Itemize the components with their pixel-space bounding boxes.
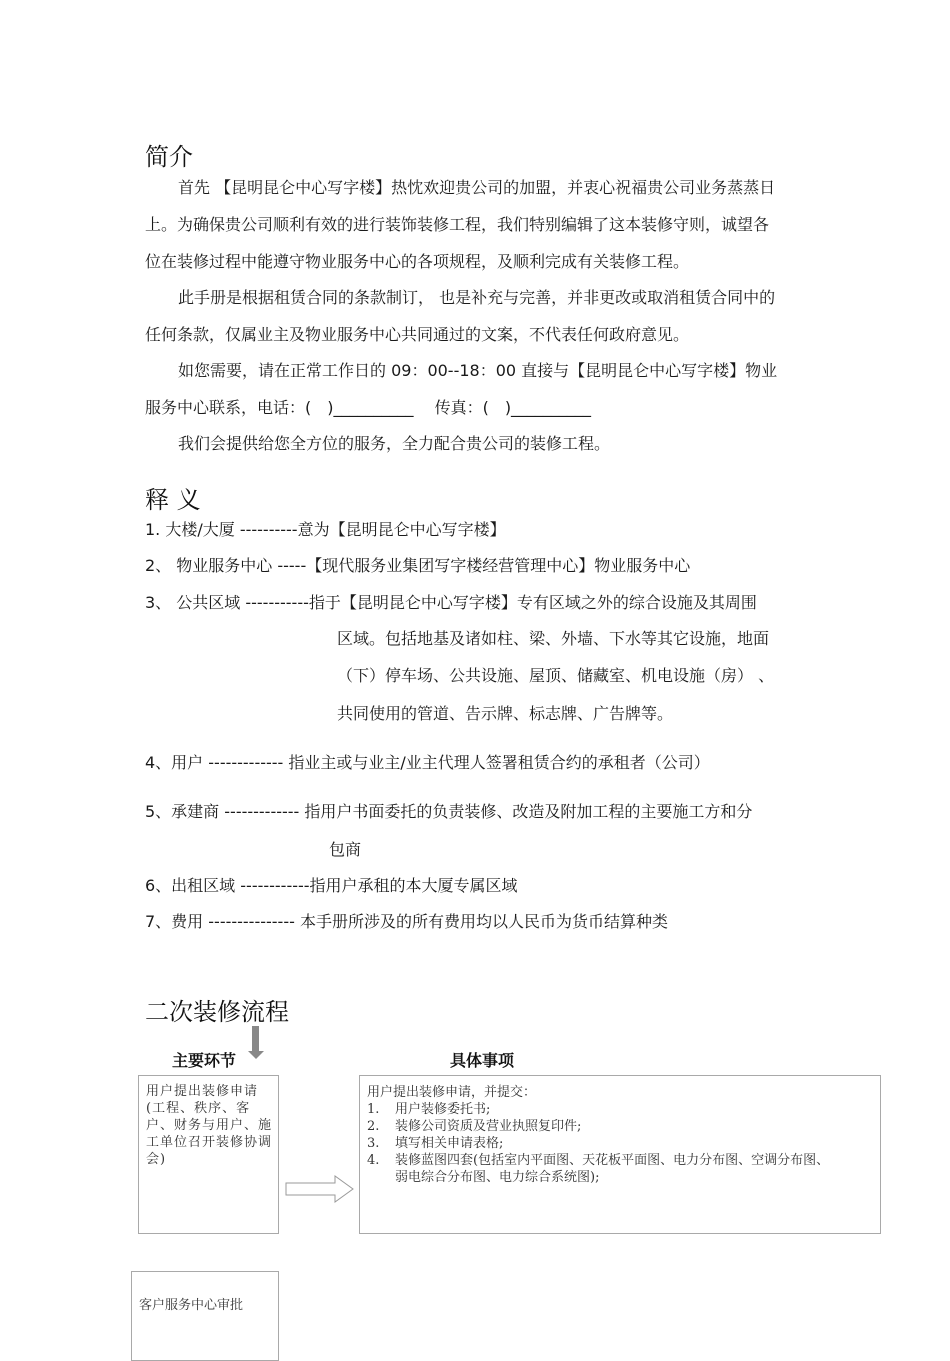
down-arrow-icon xyxy=(246,1026,266,1060)
detail-item-number: 1. xyxy=(367,1102,380,1117)
column-main-steps: 主要环节 xyxy=(172,1051,237,1070)
definition-item: 6、出租区域 ------------指用户承租的本大厦专属区域 xyxy=(145,876,518,895)
intro-line: 我们会提供给您全方位的服务，全力配合贵公司的装修工程。 xyxy=(178,434,611,453)
definition-item: 4、用户 ------------- 指业主或与业主/业主代理人签署租赁合约的承租者（公司） xyxy=(145,753,710,772)
definition-continuation: 共同使用的管道、告示牌、标志牌、广告牌等。 xyxy=(337,704,674,723)
detail-intro: 用户提出装修申请，并提交： xyxy=(367,1085,537,1100)
detail-item-text: 用户装修委托书; xyxy=(395,1102,491,1117)
step-box-application xyxy=(138,1075,279,1234)
definition-item: 7、费用 --------------- 本手册所涉及的所有费用均以人民币为货币结算种类 xyxy=(145,912,668,931)
definition-continuation: （下）停车场、公共设施、屋顶、储藏室、机电设施（房） 、 xyxy=(337,666,775,685)
detail-item xyxy=(367,1101,490,1118)
step-text: 用户提出装修申请(工程、秩序、客户、财务与用户、施工单位召开装修协调会) xyxy=(146,1084,273,1167)
definition-item: 3、 公共区域 -----------指于【昆明昆仑中心写字楼】专有区域之外的综合设施及其周围 xyxy=(145,593,757,612)
detail-item-text: 装修公司资质及营业执照复印件; xyxy=(395,1119,582,1134)
detail-item-text: 填写相关申请表格; xyxy=(395,1136,504,1151)
step-text: 客户服务中心审批 xyxy=(139,1298,244,1313)
detail-item-number: 2. xyxy=(367,1119,380,1134)
intro-line: 上。为确保贵公司顺利有效的进行装饰装修工程，我们特别编辑了这本装修守则，诚望各 xyxy=(145,215,770,234)
definition-continuation: 区域。包括地基及诸如柱、梁、外墙、下水等其它设施，地面 xyxy=(337,629,770,648)
intro-line: 位在装修过程中能遵守物业服务中心的各项规程，及顺利完成有关装修工程。 xyxy=(145,252,690,271)
detail-item-number: 3. xyxy=(367,1136,380,1151)
right-arrow-icon xyxy=(285,1175,355,1203)
detail-item-text: 装修蓝图四套(包括室内平面图、天花板平面图、电力分布图、空调分布图、 xyxy=(395,1153,830,1168)
detail-item-continuation: 弱电综合分布图、电力综合系统图); xyxy=(395,1170,600,1185)
intro-line: 此手册是根据租赁合同的条款制订， 也是补充与完善，并非更改或取消租赁合同中的 xyxy=(178,288,776,307)
detail-item xyxy=(367,1118,581,1135)
detail-item xyxy=(367,1135,503,1152)
column-details: 具体事项 xyxy=(450,1051,515,1070)
definition-item: 1. 大楼/大厦 ----------意为【昆明昆仑中心写字楼】 xyxy=(145,520,506,539)
step-box-approval xyxy=(131,1271,279,1361)
intro-line: 首先 【昆明昆仑中心写字楼】热忱欢迎贵公司的加盟，并衷心祝福贵公司业务蒸蒸日 xyxy=(178,178,776,197)
intro-line: 任何条款，仅属业主及物业服务中心共同通过的文案，不代表任何政府意见。 xyxy=(145,325,690,344)
detail-item xyxy=(367,1152,829,1169)
contact-line: 服务中心联系，电话：( )__________ 传真：( )__________ xyxy=(145,398,592,417)
definition-continuation: 包商 xyxy=(329,840,362,859)
definition-item: 5、承建商 ------------- 指用户书面委托的负责装修、改造及附加工程的主要施工方和分 xyxy=(145,802,753,821)
detail-box-application xyxy=(359,1075,881,1234)
detail-item-number: 4. xyxy=(367,1153,380,1168)
definition-item: 2、 物业服务中心 -----【现代服务业集团写字楼经营管理中心】物业服务中心 xyxy=(145,556,691,575)
definitions-title: 释 义 xyxy=(145,486,201,514)
intro-title: 简介 xyxy=(145,143,193,171)
intro-line: 如您需要，请在正常工作日的 09：00--18：00 直接与【昆明昆仑中心写字楼】物业 xyxy=(178,361,778,380)
process-title: 二次装修流程 xyxy=(145,998,289,1026)
